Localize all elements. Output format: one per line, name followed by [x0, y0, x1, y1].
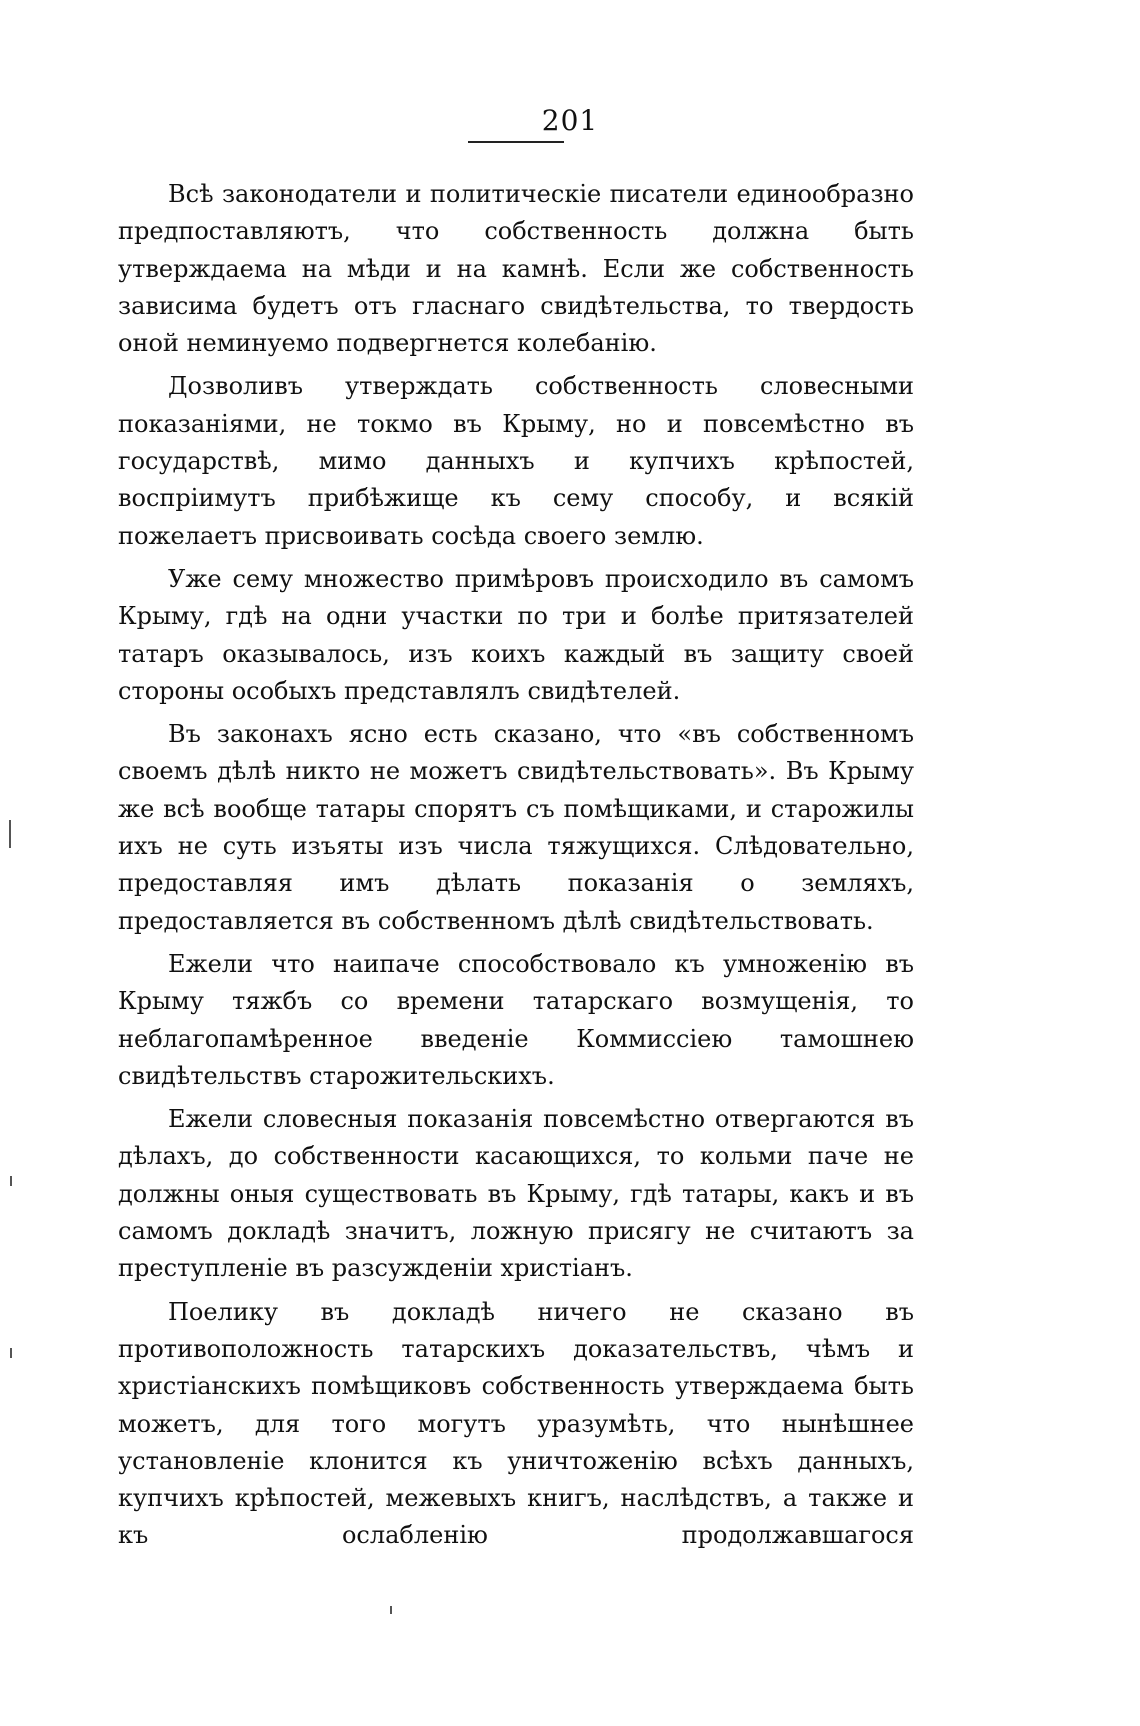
paragraph-3: Уже сему множество примѣровъ происходило въ самомъ Крыму, гдѣ на одни участки по три и болѣе притязателей татаръ оказывалось, изъ коихъ каждый въ защиту своей стороны особыхъ представлялъ свидѣтелей. [118, 564, 914, 705]
page-number-rule [468, 141, 564, 143]
paragraph-5: Ежели что наипаче способствовало къ умноженію въ Крыму тяжбъ со времени татарскаго возмущенія, то неблагопамѣренное введеніе Коммиссіею тамошнею свидѣтельствъ старожительскихъ. [118, 949, 914, 1090]
margin-mark [9, 820, 11, 848]
margin-mark [390, 1606, 392, 1614]
paragraph-2: Дозволивъ утверждать собственность словесными показаніями, не токмо въ Крыму, но и повсемѣстно въ государствѣ, мимо данныхъ и купчихъ крѣпостей, воспріимутъ прибѣжище къ сему способу, и всякій пожелаетъ присвоивать сосѣда своего землю. [118, 372, 914, 550]
paragraph-6: Ежели словесныя показанія повсемѣстно отвергаются въ дѣлахъ, до собственности касающихся, то кольми паче не должны оныя существовать въ Крыму, гдѣ татары, какъ и въ самомъ докладѣ значитъ, ложную присягу не считаютъ за преступленіе въ разсужденіи христіанъ. [118, 1105, 914, 1283]
body-text [118, 176, 914, 1561]
margin-mark [10, 1348, 12, 1358]
paragraph-4: Въ законахъ ясно есть сказано, что «въ собственномъ своемъ дѣлѣ никто не можетъ свидѣтельствовать». Въ Крыму же всѣ вообще татары спорятъ съ помѣщиками, и старожилы ихъ не суть изъяты изъ числа тяжущихся. Слѣдовательно, предоставляя имъ дѣлать показанія о земляхъ, предоставляется въ собственномъ дѣлѣ свидѣтельствовать. [118, 720, 914, 935]
page-number: 201 [541, 104, 599, 137]
paragraph-7: Поелику въ докладѣ ничего не сказано въ противоположность татарскихъ доказательствъ, чѣмъ и христіанскихъ помѣщиковъ собственность утверждаема быть можетъ, для того могутъ уразумѣть, что нынѣшнее установленіе клонится къ уничтоженію всѣхъ данныхъ, купчихъ крѣпостей, межевыхъ книгъ, наслѣдствъ, а также и къ ослабленію продолжавшагося [118, 1297, 914, 1550]
margin-mark [10, 1176, 12, 1186]
paragraph-1: Всѣ законодатели и политическіе писатели единообразно предпоставляютъ, что собственность должна быть утверждаема на мѣди и на камнѣ. Если же собственность зависима будетъ отъ гласнаго свидѣтельства, то твердость оной неминуемо подвергнется колебанію. [118, 180, 914, 358]
